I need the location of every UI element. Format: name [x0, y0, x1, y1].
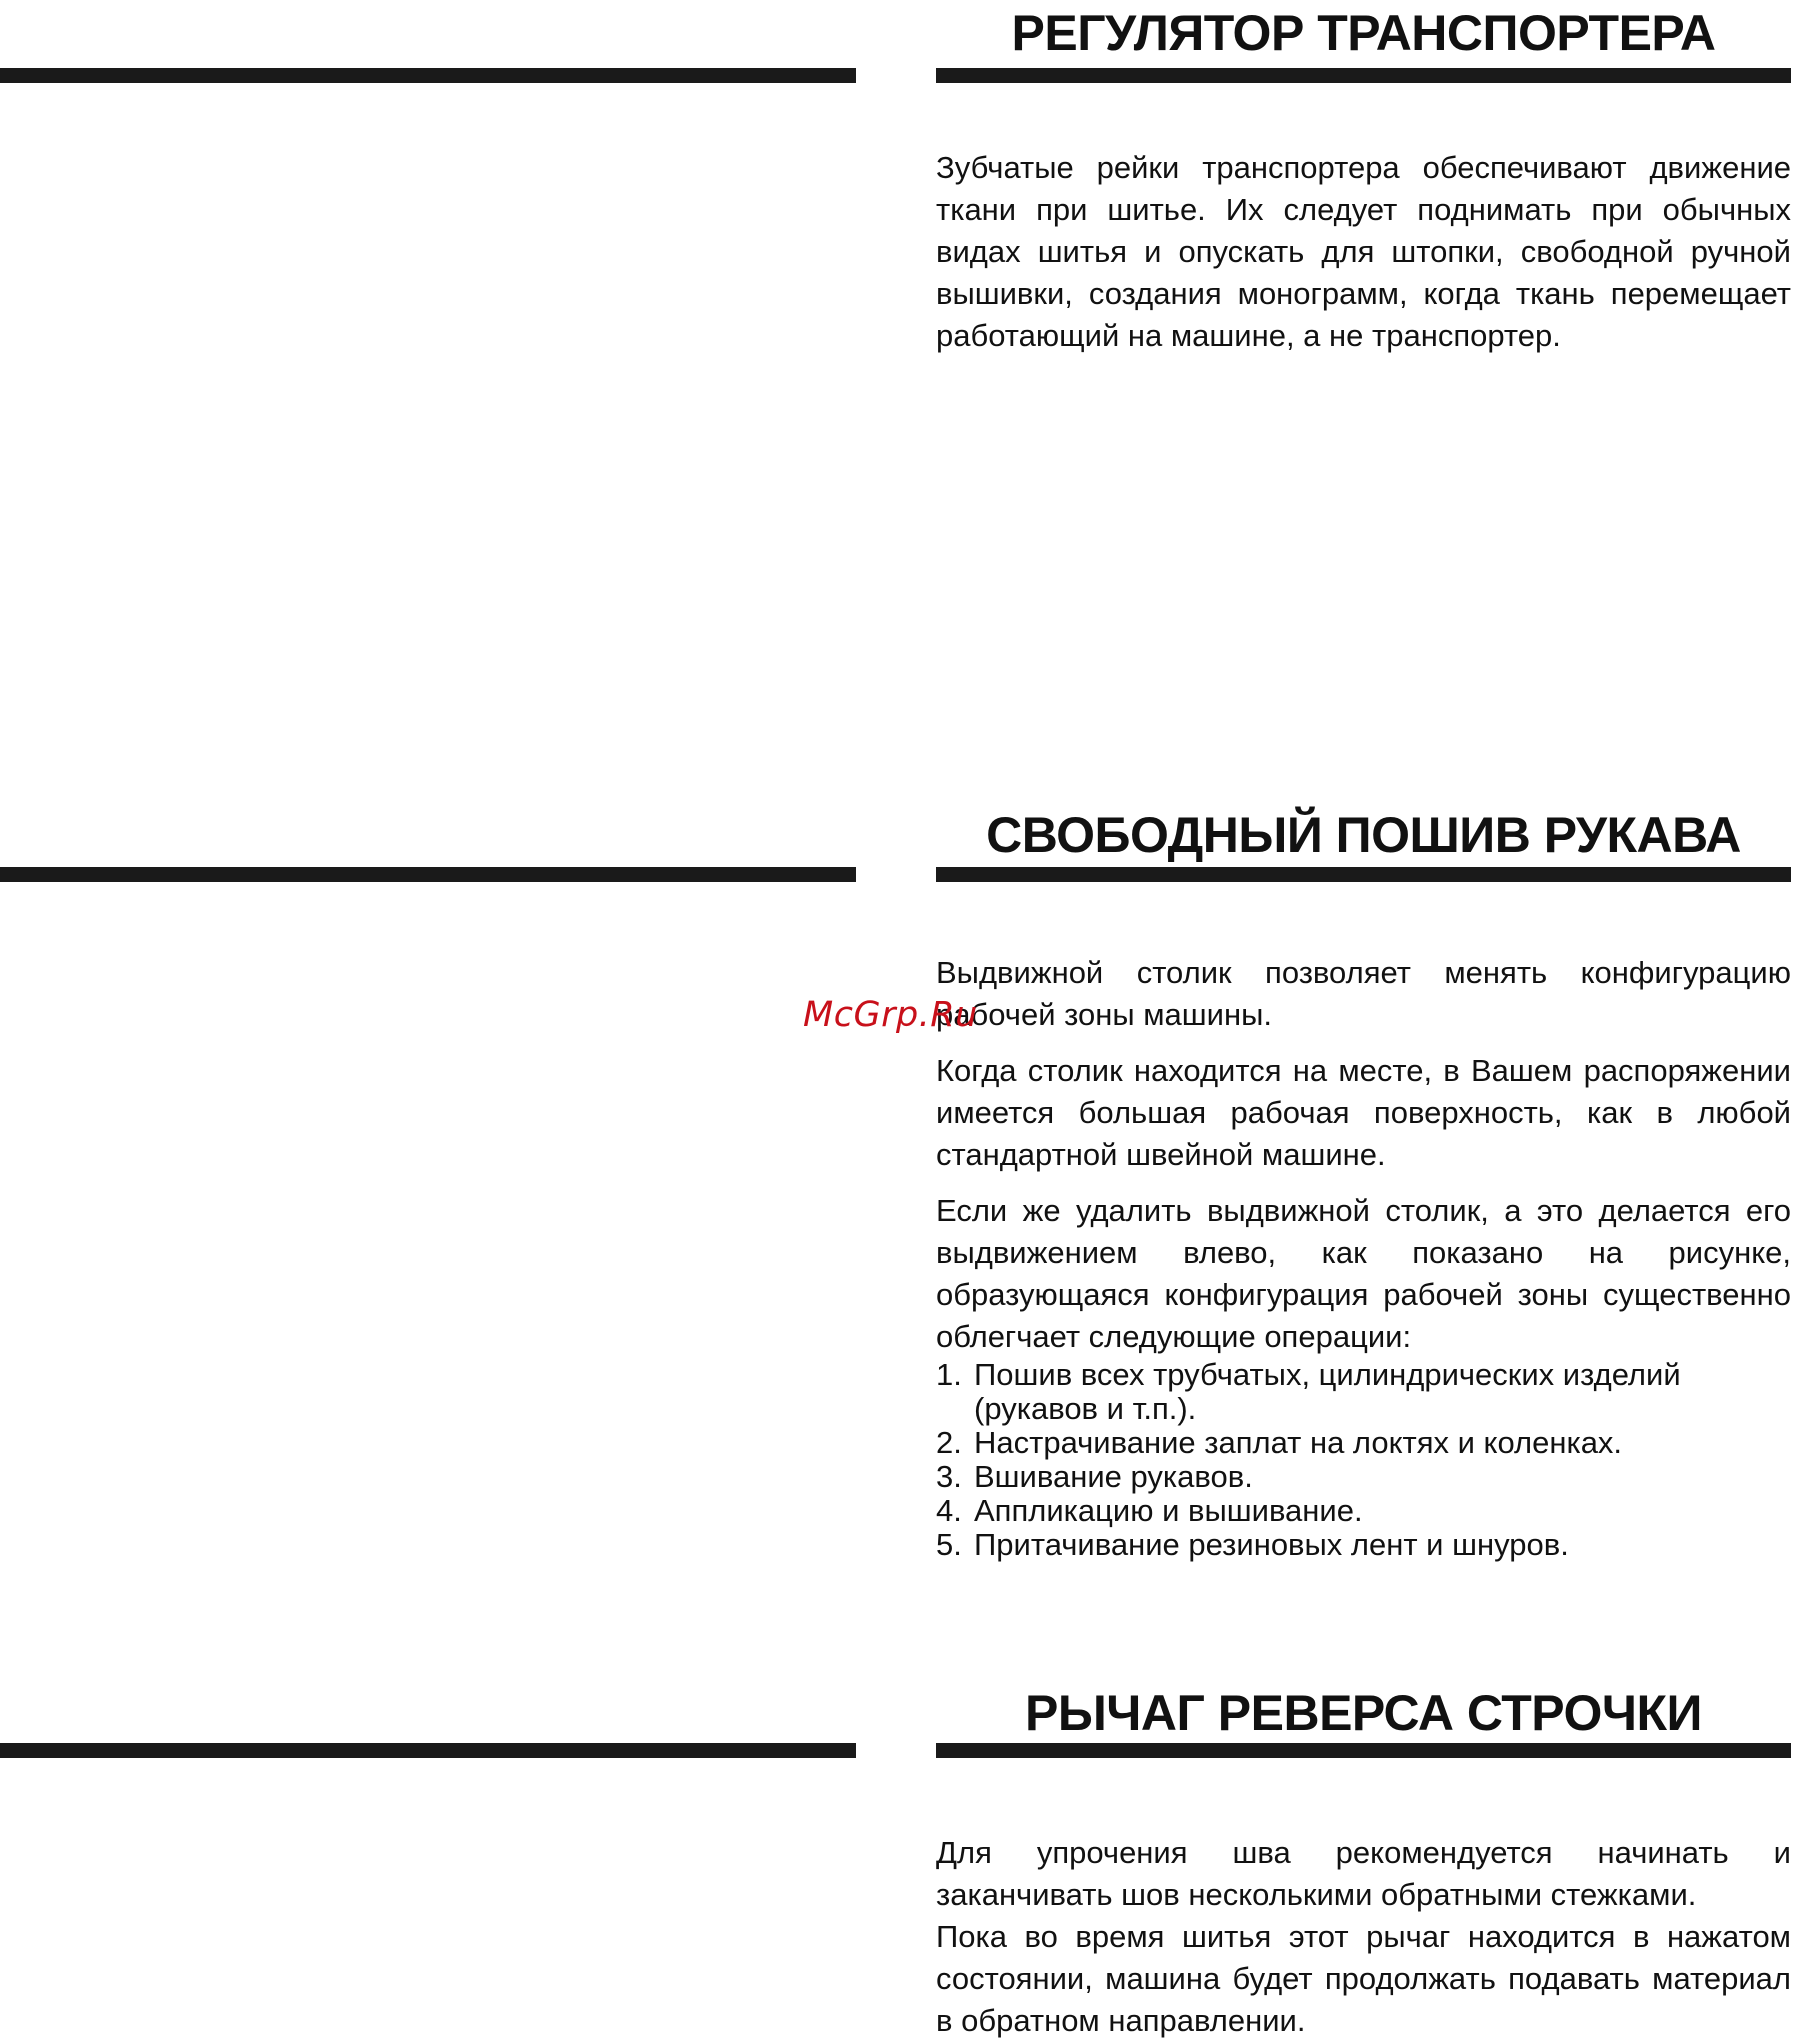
paragraph: Для упрочения шва рекомендуется начинать и заканчивать шов несколькими обратными стежками.	[936, 1835, 1791, 1912]
paragraph: Выдвижной столик позволяет менять конфигурацию рабочей зоны машины.	[936, 955, 1791, 1032]
section-divider-right	[936, 68, 1791, 83]
list-item-text: Пошив всех трубчатых, цилиндрических изделий (рукавов и т.п.).	[974, 1357, 1681, 1426]
section-body-feed-dog-regulator	[936, 147, 1791, 371]
list-item	[936, 1528, 1791, 1562]
list-item-number: 3.	[936, 1459, 962, 1494]
list-item-number: 2.	[936, 1425, 962, 1460]
section-body-free-arm-sewing	[936, 952, 1791, 1562]
list-item	[936, 1460, 1791, 1494]
section-title-reverse-lever: РЫЧАГ РЕВЕРСА СТРОЧКИ	[1025, 1685, 1702, 1741]
section-divider-left	[0, 68, 856, 83]
section-divider-right	[936, 1743, 1791, 1758]
paragraph: Зубчатые рейки транспортера обеспечивают движение ткани при шитье. Их следует поднимать при обычных видах шитья и опускать для штопки, свободной ручной вышивки, создания монограмм, когда ткань перемещает работающий на машине, а не транспортер.	[936, 150, 1791, 353]
paragraph: Если же удалить выдвижной столик, а это делается его выдвижением влево, как показано на рисунке, образующаяся конфигурация рабочей зоны существенно облегчает следующие операции:	[936, 1193, 1791, 1354]
list-item-number: 1.	[936, 1357, 962, 1392]
paragraph: Пока во время шитья этот рычаг находится в нажатом состоянии, машина будет продолжать подавать материал в обратном направлении.	[936, 1919, 1791, 2038]
watermark-text: McGrp.Ru	[803, 995, 978, 1035]
list-item	[936, 1358, 1791, 1426]
section-body-reverse-lever	[936, 1832, 1791, 2042]
operations-list	[936, 1358, 1791, 1562]
list-item-text: Вшивание рукавов.	[974, 1459, 1253, 1494]
section-title-free-arm-sewing: СВОБОДНЫЙ ПОШИВ РУКАВА	[986, 807, 1741, 863]
section-divider-left	[0, 1743, 856, 1758]
list-item	[936, 1494, 1791, 1528]
list-item-text: Аппликацию и вышивание.	[974, 1493, 1363, 1528]
section-title-feed-dog-regulator: РЕГУЛЯТОР ТРАНСПОРТЕРА	[1011, 5, 1716, 61]
paragraph: Когда столик находится на месте, в Вашем распоряжении имеется большая рабочая поверхность, как в любой стандартной швейной машине.	[936, 1053, 1791, 1172]
list-item-number: 4.	[936, 1493, 962, 1528]
list-item-text: Притачивание резиновых лент и шнуров.	[974, 1527, 1569, 1562]
list-item-text: Настрачивание заплат на локтях и коленках.	[974, 1425, 1623, 1460]
section-divider-right	[936, 867, 1791, 882]
list-item	[936, 1426, 1791, 1460]
list-item-number: 5.	[936, 1527, 962, 1562]
section-divider-left	[0, 867, 856, 882]
